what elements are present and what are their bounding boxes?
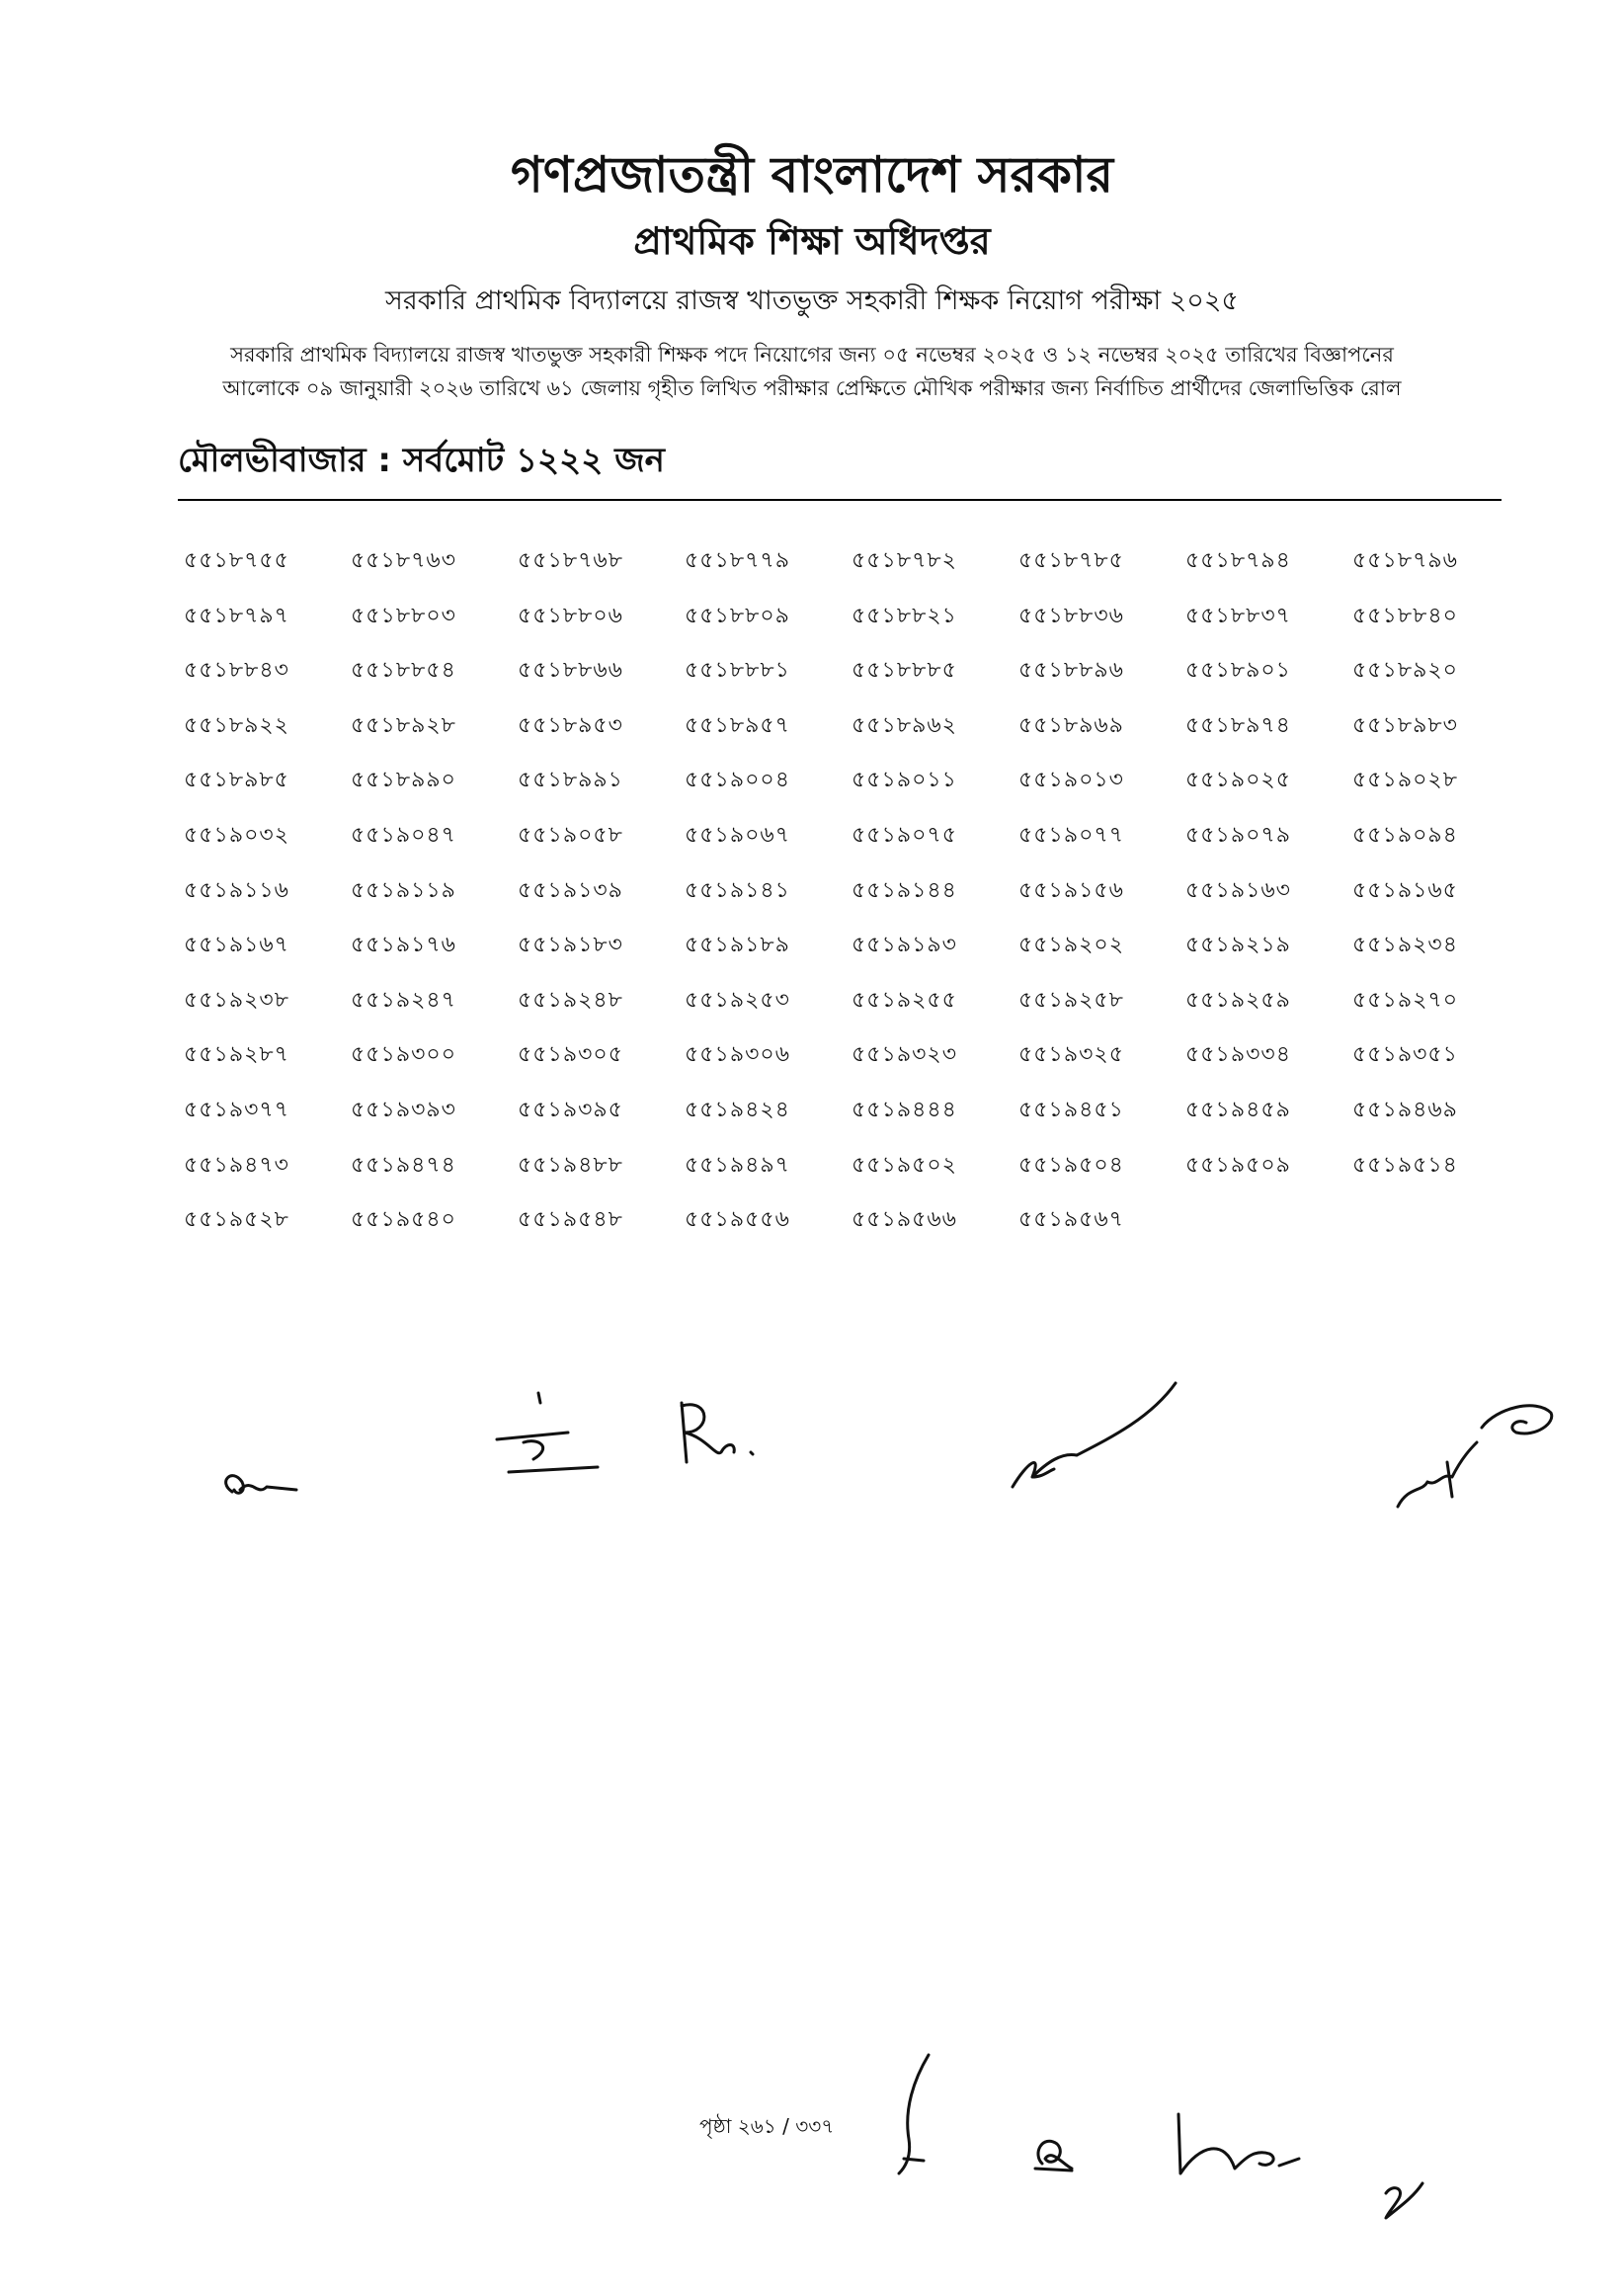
roll-number: ৫৫১৯১৭৬ (351, 933, 456, 958)
roll-number: ৫৫১৮৯৯০ (351, 768, 456, 793)
roll-number: ৫৫১৯১৪৪ (852, 877, 957, 903)
roll-number: ৫৫১৯৩০৬ (685, 1042, 791, 1068)
roll-number: ৫৫১৮৮৪০ (1352, 603, 1458, 628)
roll-number: ৫৫১৯৩০৫ (518, 1042, 623, 1068)
roll-number: ৫৫১৮৮৫৪ (351, 658, 456, 684)
roll-number: ৫৫১৯০৭৯ (1185, 822, 1291, 848)
roll-number: ৫৫১৮৭৮৫ (1018, 548, 1124, 573)
notice-text (178, 338, 1446, 405)
roll-number: ৫৫১৯২০২ (1018, 933, 1125, 958)
roll-number: ৫৫১৮৭৬৮ (518, 548, 623, 573)
roll-number: ৫৫১৮৮৯৬ (1018, 658, 1124, 684)
roll-number: ৫৫১৮৯৮৩ (1352, 712, 1458, 738)
roll-number: ৫৫১৯৫১৪ (1352, 1152, 1458, 1178)
roll-number: ৫৫১৯৫৫৬ (685, 1207, 790, 1233)
roll-number: ৫৫১৯০২৮ (1352, 768, 1458, 793)
roll-number: ৫৫১৯৫৬৭ (1018, 1207, 1124, 1233)
roll-number: ৫৫১৯২১৯ (1185, 933, 1291, 958)
roll-number: ৫৫১৮৮২১ (852, 603, 957, 628)
roll-number: ৫৫১৮৮০৬ (518, 603, 623, 628)
roll-number: ৫৫১৮৯৬৯ (1018, 712, 1124, 738)
roll-number: ৫৫১৯২৮৭ (184, 1042, 289, 1068)
roll-number: ৫৫১৯০১৩ (1018, 768, 1124, 793)
roll-number: ৫৫১৮৮৬৬ (518, 658, 623, 684)
roll-number: ৫৫১৯৩৫১ (1352, 1042, 1458, 1068)
roll-number: ৫৫১৯৪২৪ (685, 1097, 790, 1122)
roll-number: ৫৫১৯৫০৯ (1185, 1152, 1291, 1178)
roll-number: ৫৫১৯১১৯ (351, 877, 456, 903)
roll-number: ৫৫১৯৫২৮ (184, 1207, 289, 1233)
roll-number: ৫৫১৯০৯৪ (1352, 822, 1458, 848)
roll-number: ৫৫১৯১৯৩ (852, 933, 957, 958)
page-number: পৃষ্ঠা ২৬১ / ৩৩৭ (699, 2114, 835, 2138)
roll-number: ৫৫১৮৯২০ (1352, 658, 1458, 684)
roll-number: ৫৫১৮৯৯১ (518, 768, 623, 793)
roll-number: ৫৫১৯২৩৮ (184, 987, 289, 1013)
roll-number: ৫৫১৯৪৮৮ (518, 1152, 623, 1178)
signature-1 (212, 1452, 301, 1512)
roll-number: ৫৫১৯৪৯৭ (685, 1152, 790, 1178)
government-title: গণপ্রজাতন্ত্রী বাংলাদেশ সরকার (511, 146, 1113, 204)
signature-7 (1027, 2129, 1077, 2178)
roll-number: ৫৫১৯০৩২ (184, 822, 290, 848)
roll-number: ৫৫১৮৮৮৫ (852, 658, 957, 684)
roll-number: ৫৫১৯৩৯৫ (518, 1097, 623, 1122)
roll-number: ৫৫১৯৪৬৯ (1352, 1097, 1458, 1122)
roll-number: ৫৫১৯৩৯৩ (351, 1097, 456, 1122)
roll-number: ৫৫১৯১৬৫ (1352, 877, 1458, 903)
roll-number: ৫৫১৯০২৫ (1185, 768, 1291, 793)
roll-number: ৫৫১৯৩২৫ (1018, 1042, 1124, 1068)
roll-number: ৫৫১৯৪৫৯ (1185, 1097, 1291, 1122)
roll-number: ৫৫১৯১৪১ (685, 877, 790, 903)
roll-number: ৫৫১৮৯৮৫ (184, 768, 289, 793)
roll-number: ৫৫১৯৪৭৩ (184, 1152, 289, 1178)
roll-number: ৫৫১৯৩৩৪ (1185, 1042, 1291, 1068)
roll-number: ৫৫১৯৩৭৭ (184, 1097, 290, 1122)
roll-number: ৫৫১৮৮০৩ (351, 603, 456, 628)
district-heading: মৌলভীবাজার : সর্বমোট ১২২২ জন (178, 441, 665, 480)
roll-number: ৫৫১৮৭৯৬ (1352, 548, 1458, 573)
roll-number-grid (184, 533, 1507, 1248)
roll-number: ৫৫১৯০৭৫ (852, 822, 957, 848)
roll-number: ৫৫১৯৫৬৬ (852, 1207, 957, 1233)
roll-number: ৫৫১৯১৫৬ (1018, 877, 1124, 903)
roll-number: ৫৫১৮৭৬৩ (351, 548, 457, 573)
roll-number: ৫৫১৯০৭৭ (1018, 822, 1125, 848)
roll-number: ৫৫১৯০৫৮ (518, 822, 623, 848)
signature-6 (894, 2050, 943, 2178)
roll-number: ৫৫১৯০১১ (852, 768, 957, 793)
roll-number: ৫৫১৯২৫৩ (685, 987, 790, 1013)
signature-5 (1388, 1388, 1566, 1516)
signature-2 (489, 1388, 617, 1487)
roll-number: ৫৫১৯৪৪৪ (852, 1097, 957, 1122)
roll-number: ৫৫১৯১১৬ (184, 877, 289, 903)
roll-number: ৫৫১৯২৩৪ (1352, 933, 1458, 958)
roll-number: ৫৫১৮৮৩৭ (1185, 603, 1291, 628)
roll-number: ৫৫১৯২৫৫ (852, 987, 957, 1013)
roll-number: ৫৫১৯৫৪০ (351, 1207, 456, 1233)
heading-divider (178, 499, 1502, 501)
roll-number: ৫৫১৯৩০০ (351, 1042, 457, 1068)
roll-number: ৫৫১৯৫০২ (852, 1152, 957, 1178)
roll-number: ৫৫১৯০৬৭ (685, 822, 791, 848)
roll-number: ৫৫১৮৮৪৩ (184, 658, 289, 684)
roll-number: ৫৫১৯৪৫১ (1018, 1097, 1124, 1122)
roll-number: ৫৫১৯২৫৮ (1018, 987, 1124, 1013)
roll-number: ৫৫১৮৭৫৫ (184, 548, 289, 573)
roll-number: ৫৫১৯২৪৭ (351, 987, 456, 1013)
notice-line-2: আলোকে ০৯ জানুয়ারী ২০২৬ তারিখে ৬১ জেলায় গৃহীত লিখিত পরীক্ষার প্রেক্ষিতে মৌখিক পরীক্ষার জন্য নির্বাচিত প্রার্থীদের জেলাভিত্তিক রোল (222, 376, 1402, 400)
roll-number: ৫৫১৯০০৪ (685, 768, 790, 793)
roll-number: ৫৫১৯২৪৮ (518, 987, 623, 1013)
roll-number: ৫৫১৮৭৭৯ (685, 548, 790, 573)
roll-number: ৫৫১৮৯৬২ (852, 712, 957, 738)
roll-number: ৫৫১৯৩২৩ (852, 1042, 958, 1068)
directorate-title: প্রাথমিক শিক্ষা অধিদপ্তর (633, 219, 991, 263)
roll-number: ৫৫১৮৭৮২ (852, 548, 957, 573)
roll-number: ৫৫১৯১৮৯ (685, 933, 790, 958)
roll-number: ৫৫১৮৯৫৭ (685, 712, 790, 738)
roll-number: ৫৫১৯৪৭৪ (351, 1152, 456, 1178)
exam-title: সরকারি প্রাথমিক বিদ্যালয়ে রাজস্ব খাতভুক্ত সহকারী শিক্ষক নিয়োগ পরীক্ষা ২০২৫ (385, 286, 1239, 316)
roll-number: ৫৫১৮৯২২ (184, 712, 289, 738)
signature-8 (1171, 2104, 1309, 2183)
roll-number: ৫৫১৯০৪৭ (351, 822, 456, 848)
roll-number: ৫৫১৮৯৭৪ (1185, 712, 1291, 738)
signature-4 (1003, 1378, 1190, 1497)
roll-number: ৫৫১৯১৮৩ (518, 933, 623, 958)
roll-number: ৫৫১৮৮৩৬ (1018, 603, 1124, 628)
roll-number: ৫৫১৮৮৮১ (685, 658, 790, 684)
roll-number: ৫৫১৮৭৯৪ (1185, 548, 1291, 573)
roll-number: ৫৫১৯২৫৯ (1185, 987, 1291, 1013)
roll-number: ৫৫১৯১৬৭ (184, 933, 289, 958)
notice-line-1: সরকারি প্রাথমিক বিদ্যালয়ে রাজস্ব খাতভুক্ত সহকারী শিক্ষক পদে নিয়োগের জন্য ০৫ নভেম্বর ২০২৫ ও ১২ নভেম্বর ২০২৫ তারিখের বিজ্ঞাপনের (230, 343, 1394, 367)
roll-number: ৫৫১৮৯২৮ (351, 712, 456, 738)
roll-number: ৫৫১৯১৬৩ (1185, 877, 1291, 903)
roll-number: ৫৫১৮৯০১ (1185, 658, 1291, 684)
roll-number: ৫৫১৮৭৯৭ (184, 603, 289, 628)
signature-9 (1378, 2178, 1427, 2223)
roll-number: ৫৫১৯৫৪৮ (518, 1207, 623, 1233)
roll-number: ৫৫১৮৯৫৩ (518, 712, 623, 738)
signature-3 (667, 1398, 775, 1477)
roll-number: ৫৫১৯১৩৯ (518, 877, 623, 903)
roll-number: ৫৫১৯২৭০ (1352, 987, 1459, 1013)
roll-number: ৫৫১৮৮০৯ (685, 603, 790, 628)
roll-number: ৫৫১৯৫০৪ (1018, 1152, 1124, 1178)
